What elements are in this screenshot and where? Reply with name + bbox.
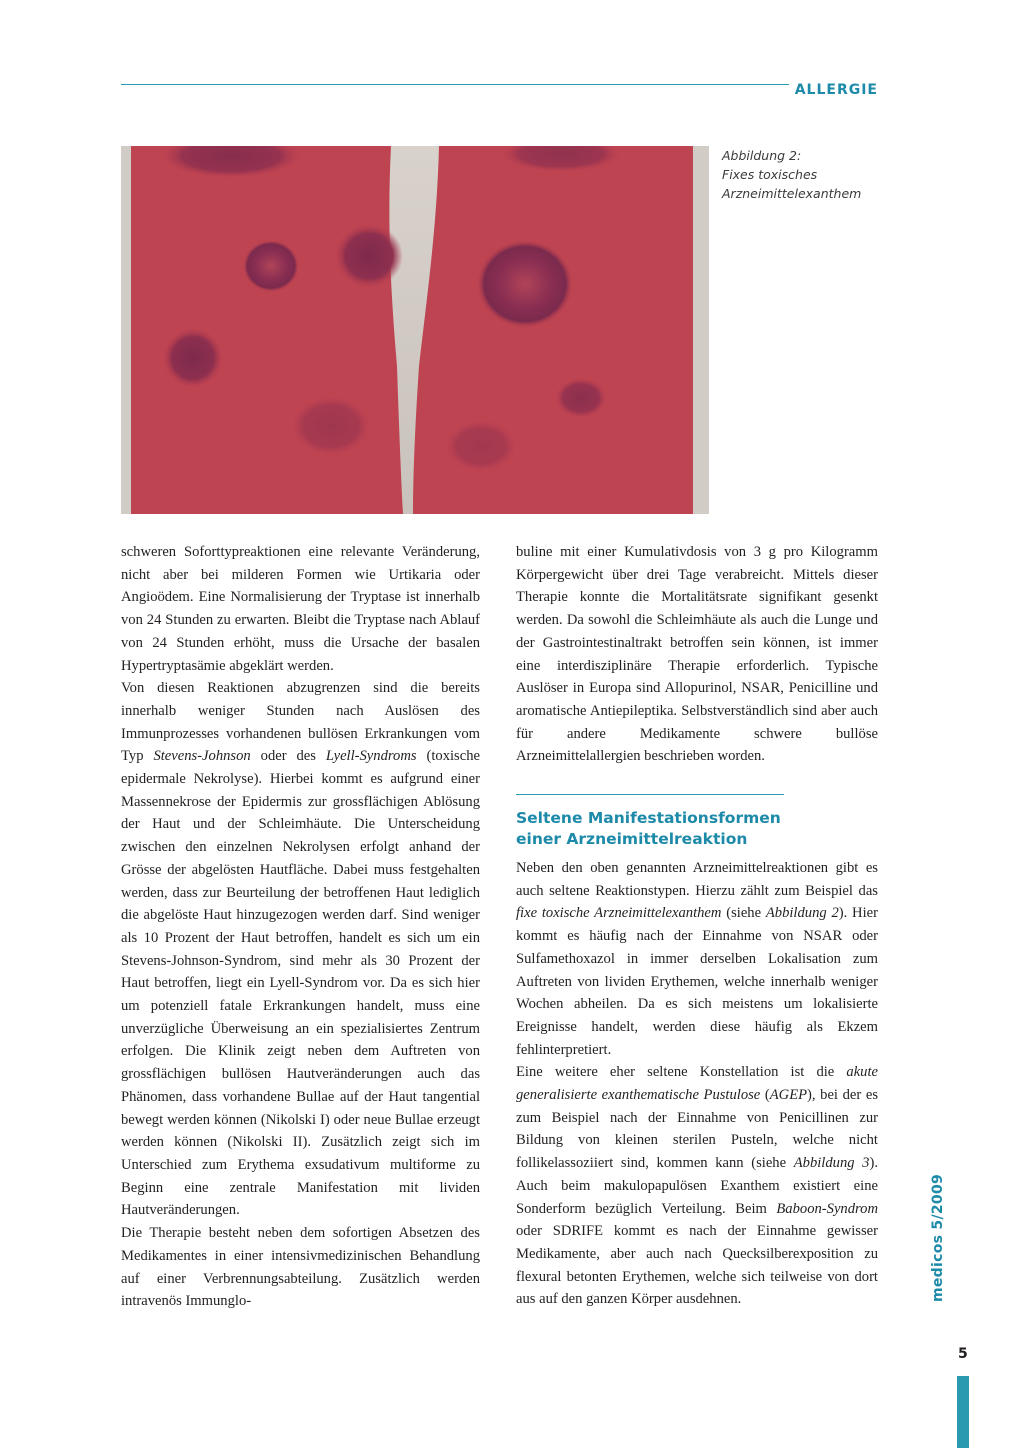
section-label: ALLERGIE	[794, 82, 878, 98]
emphasis: Stevens-Johnson	[153, 748, 251, 765]
subheading-line: einer Arzneimittelreaktion	[516, 830, 748, 849]
emphasis: fixe toxische Arzneimittelexanthem	[516, 905, 722, 922]
text-run: ). Hier kommt es häufig nach der Einnahme von NSAR oder Sulfamethoxazol in immer derselben Lokalisation zum Auftreten von lividen Erythemen, welche innerhalb weniger Wochen abheilen. Da es sich meistens um lokalisierte Ereignisse handelt, werden diese häufig als Ekzem fehlinterpretiert.	[516, 905, 878, 1058]
text-run: oder des	[250, 748, 326, 765]
text-run: (siehe	[721, 905, 766, 922]
subheading	[516, 808, 878, 850]
journal-issue-text: medicos 5/2009	[930, 1173, 946, 1302]
text-run: ), bei der es zum Beispiel nach der Einnahme von Penicillinen zur Bildung von kleinen sterilen Pusteln, welche nicht follikelassoziiert sind, kommen kann (siehe	[516, 1087, 878, 1172]
text-run: buline mit einer Kumulativdosis von 3 g pro Kilogramm Körpergewicht über drei Tage verabreicht. Mittels dieser Therapie konnte die Mortalitätsrate signifikant gesenkt werden. Da sowohl die Schleimhäute als auch die Lunge und der Gastrointestinaltrakt betroffen sein können, ist immer eine interdisziplinäre Therapie erforderlich. Typische Auslöser in Europa sind Allopurinol, NSAR, Penicilline und aromatische Antiepileptika. Selbstverständlich sind aber auch für andere Medikamente schwere bullöse Arzneimittelallergien beschrieben worden.	[516, 544, 878, 765]
paragraph	[121, 677, 480, 1222]
text-run: Eine weitere eher seltene Konstellation ist die	[516, 1064, 847, 1081]
emphasis: Abbildung 3	[793, 1155, 870, 1172]
emphasis: akute generalisierte exanthematische Pustulose	[516, 1064, 878, 1104]
paragraph	[121, 541, 480, 677]
left-column	[121, 541, 480, 1313]
clinical-photo	[121, 146, 709, 514]
caption-line: Fixes toxisches	[722, 167, 818, 182]
journal-issue	[930, 1173, 946, 1302]
text-run: (toxische epidermale Nekrolyse). Hierbei kommt es aufgrund einer Massennekrose der Epidermis zur grossflächigen Ablösung der Haut und der Schleimhäute. Die Unterscheidung zwischen den einzelnen Nekrolysen erfolgt anhand der Grösse der abgelösten Hautfläche. Dabei muss festgehalten werden, dass zur Beurteilung der betroffenen Haut lediglich die abgelöste Haut hinzugezogen werden darf. Sind weniger als 10 Prozent der Haut betroffen, handelt es sich um ein Stevens-Johnson-Syndrom, sind mehr als 30 Prozent der Haut betroffen, liegt ein Lyell-Syndrom vor. Da es sich hier um potenziell fatale Erkrankungen handelt, muss eine unverzügliche Überweisung an ein spezialisiertes Zentrum erfolgen. Die Klinik zeigt neben dem Auftreten von grossflächigen bullösen Hautveränderungen auch das Phänomen, dass vorhandene Bullae auf der Haut tangential bewegt werden können (Nikolski I) oder neue Bullae erzeugt werden können (Nikolski II). Zusätzlich zeigt sich im Unterschied zum Erythema exsudativum multiforme zu Beginn eine zentrale Manifestation mit lividen Hautveränderungen.	[121, 748, 480, 1219]
emphasis: Abbildung 2	[765, 905, 839, 922]
edge-bar	[957, 1376, 969, 1448]
legs-illustration	[121, 146, 709, 514]
page-number: 5	[958, 1346, 968, 1362]
paragraph	[121, 1222, 480, 1313]
emphasis: Baboon-Syndrom	[776, 1200, 878, 1217]
emphasis: AGEP	[769, 1087, 808, 1104]
subheading-line: Seltene Manifestationsformen	[516, 809, 781, 828]
emphasis: Lyell-Syndroms	[325, 748, 417, 765]
text-run: schweren Soforttypreaktionen eine relevante Veränderung, nicht aber bei milderen Formen wie Urtikaria oder Angioödem. Eine Normalisierung der Tryptase ist innerhalb von 24 Stunden zu erwarten. Bleibt die Tryptase nach Ablauf von 24 Stunden erhöht, muss die Ursache der basalen Hypertryptasämie abgeklärt werden.	[121, 544, 480, 674]
text-run: oder SDRIFE kommt es nach der Einnahme gewisser Medikamente, aber auch nach Quecksilberexposition zu flexural betonten Erythemen, welche sich teilweise von dort aus auf den ganzen Körper ausdehnen.	[516, 1223, 878, 1308]
text-run: ). Auch beim makulopapulösen Exanthem existiert eine Sonderform bezüglich Verteilung. Beim	[516, 1155, 878, 1217]
section-divider	[516, 794, 784, 795]
right-column	[516, 541, 878, 1311]
text-run: Von diesen Reaktionen abzugrenzen sind die bereits innerhalb weniger Stunden nach Auslösen des Immunprozesses vorhandenen bullösen Erkrankungen vom Typ	[121, 680, 480, 765]
text-run: Die Therapie besteht neben dem sofortigen Absetzen des Medikamentes in einer intensivmedizinischen Behandlung auf einer Verbrennungsabteilung. Zusätzlich werden intravenös Immunglo-	[121, 1225, 480, 1310]
paragraph	[516, 1061, 878, 1311]
text-run: Neben den oben genannten Arzneimittelreaktionen gibt es auch seltene Reaktionstypen. Hierzu zählt zum Beispiel das	[516, 860, 878, 899]
caption-line: Arzneimittelexanthem	[722, 186, 862, 201]
figure-caption	[722, 146, 902, 203]
text-run: (	[760, 1087, 770, 1104]
paragraph	[516, 541, 878, 768]
paragraph	[516, 857, 878, 1061]
caption-line: Abbildung 2:	[722, 148, 802, 163]
header-rule	[121, 84, 789, 85]
